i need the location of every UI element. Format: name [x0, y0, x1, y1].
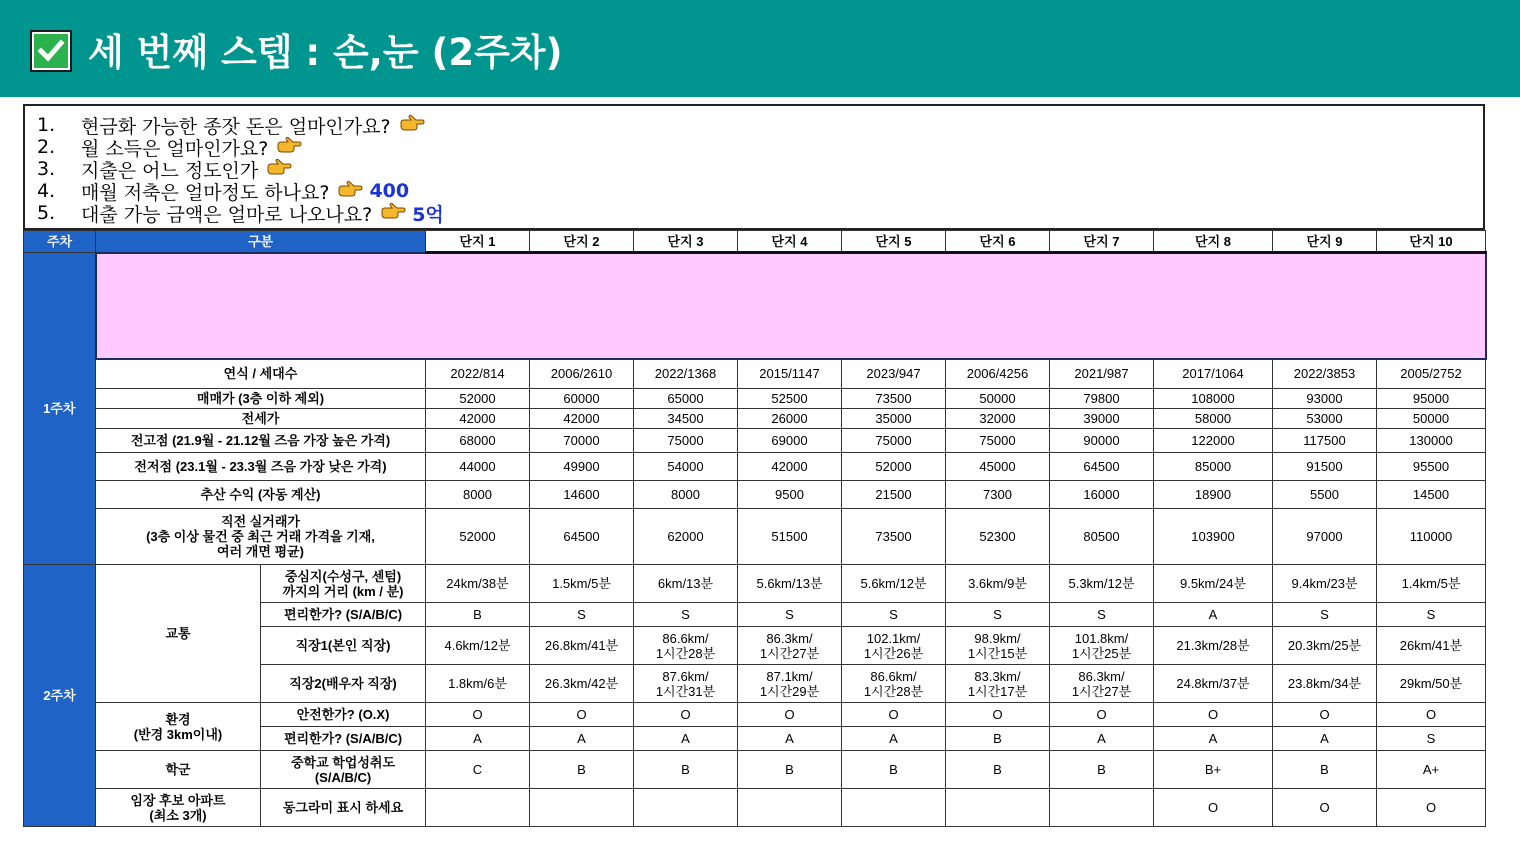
table-row: [24, 481, 1486, 509]
week-label: 2주차: [24, 565, 96, 827]
value-cell: 32000: [946, 409, 1050, 429]
question-number: 4.: [37, 180, 56, 202]
value-cell: 2015/1147: [738, 359, 842, 389]
value-cell: O: [1050, 703, 1154, 727]
value-cell: O: [842, 703, 946, 727]
value-cell: 73500: [842, 389, 946, 409]
value-cell: 3.6km/9분: [946, 565, 1050, 603]
cell-line: 23.8km/34분: [1287, 676, 1362, 691]
value-cell: 62000: [634, 509, 738, 565]
value-cell: 7300: [946, 481, 1050, 509]
value-cell: [738, 665, 842, 703]
value-cell: S: [946, 603, 1050, 627]
pointing-hand-icon: [276, 136, 302, 159]
header-complex: 단지 6: [946, 231, 1050, 253]
value-cell: A: [1154, 603, 1273, 627]
row-label: 전세가: [96, 409, 426, 429]
value-cell: [946, 627, 1050, 665]
value-cell: A: [530, 727, 634, 751]
cell-line: 26.3km/42분: [544, 676, 619, 691]
cell-line: 1.8km/6분: [448, 676, 507, 691]
value-cell: 80500: [1050, 509, 1154, 565]
value-cell: O: [1154, 789, 1273, 827]
value-cell: 42000: [426, 409, 530, 429]
value-cell: 1.4km/5분: [1377, 565, 1486, 603]
pointing-hand-icon: [380, 202, 406, 225]
row-label: 전저점 (23.1월 - 23.3월 즈음 가장 낮은 가격): [96, 453, 426, 481]
question-text: 대출 가능 금액은 얼마로 나오나요?: [81, 203, 373, 226]
cell-line: 1시간25분: [1071, 645, 1132, 661]
cell-line: 87.6km/: [662, 668, 709, 684]
value-cell: B: [738, 751, 842, 789]
value-cell: B: [1273, 751, 1377, 789]
value-cell: [426, 627, 530, 665]
value-cell: [1050, 665, 1154, 703]
value-cell: 52300: [946, 509, 1050, 565]
cell-line: 1시간26분: [863, 645, 924, 661]
value-cell: S: [1377, 727, 1486, 751]
value-cell: 93000: [1273, 389, 1377, 409]
value-cell: B: [634, 751, 738, 789]
value-cell: [1273, 665, 1377, 703]
cell-line: 101.8km/: [1074, 630, 1129, 646]
value-cell: 9.4km/23분: [1273, 565, 1377, 603]
row-label: 직장2(배우자 직장): [261, 665, 426, 703]
value-cell: 39000: [1050, 409, 1154, 429]
check-icon: [34, 34, 68, 68]
row-label: 안전한가? (O.X): [261, 703, 426, 727]
row-label: [261, 751, 426, 789]
cell-line: 20.3km/25분: [1287, 638, 1362, 653]
cell-line: 26.8km/41분: [544, 638, 619, 653]
group-label: 교통: [96, 565, 261, 703]
question-answer: 400: [369, 180, 410, 202]
value-cell: 5.6km/13분: [738, 565, 842, 603]
cell-line: 86.6km/: [870, 668, 917, 684]
header-complex: 단지 7: [1050, 231, 1154, 253]
table-body: [24, 231, 1486, 827]
value-cell: 2022/3853: [1273, 359, 1377, 389]
value-cell: C: [426, 751, 530, 789]
value-cell: O: [1377, 703, 1486, 727]
cell-line: (S/A/B/C): [314, 769, 372, 785]
value-cell: S: [530, 603, 634, 627]
comparison-table: [23, 230, 1487, 827]
row-label: [261, 565, 426, 603]
question-number: 5.: [37, 202, 56, 224]
value-cell: A: [842, 727, 946, 751]
header-category: 구분: [96, 231, 426, 253]
value-cell: B: [946, 751, 1050, 789]
cell-line: 1시간28분: [863, 683, 924, 699]
cell-line: 1시간27분: [759, 645, 820, 661]
cell-line: 86.6km/: [662, 630, 709, 646]
cell-line: 까지의 거리 (km / 분): [282, 583, 404, 599]
value-cell: B: [530, 751, 634, 789]
cell-line: 여러 개면 평균): [217, 544, 304, 559]
header-complex: 단지 1: [426, 231, 530, 253]
cell-line: 21.3km/28분: [1176, 638, 1250, 653]
value-cell: O: [1377, 789, 1486, 827]
value-cell: A: [738, 727, 842, 751]
header-complex: 단지 5: [842, 231, 946, 253]
table-row: [24, 751, 1486, 789]
page-title: 세 번째 스텝 : 손,눈 (2주차): [88, 31, 563, 74]
table-row: [24, 409, 1486, 429]
cell-line: (3층 이상 물건 중 최근 거래 가격을 기재,: [146, 529, 375, 544]
value-cell: [634, 665, 738, 703]
cell-line: 86.3km/: [766, 630, 813, 646]
value-cell: O: [634, 703, 738, 727]
value-cell: 2006/2610: [530, 359, 634, 389]
value-cell: 75000: [946, 429, 1050, 453]
value-cell: [426, 789, 530, 827]
cell-line: 4.6km/12분: [444, 638, 511, 653]
value-cell: 2022/1368: [634, 359, 738, 389]
value-cell: 34500: [634, 409, 738, 429]
table-row: [24, 253, 1486, 359]
value-cell: [426, 665, 530, 703]
cell-line: 87.1km/: [766, 668, 813, 684]
value-cell: 42000: [530, 409, 634, 429]
question-item: [37, 202, 444, 224]
value-cell: [1050, 627, 1154, 665]
value-cell: S: [738, 603, 842, 627]
value-cell: 14600: [530, 481, 634, 509]
table-row: [24, 789, 1486, 827]
value-cell: A: [1050, 727, 1154, 751]
value-cell: [634, 789, 738, 827]
row-label: 편리한가? (S/A/B/C): [261, 727, 426, 751]
question-number: 2.: [37, 136, 56, 158]
value-cell: 95500: [1377, 453, 1486, 481]
value-cell: 85000: [1154, 453, 1273, 481]
value-cell: 44000: [426, 453, 530, 481]
value-cell: 97000: [1273, 509, 1377, 565]
header-week: 주차: [24, 231, 96, 253]
value-cell: [842, 627, 946, 665]
cell-line: 임장 후보 아파트: [130, 792, 226, 808]
table-row: [24, 389, 1486, 409]
value-cell: A: [1154, 727, 1273, 751]
value-cell: 53000: [1273, 409, 1377, 429]
value-cell: 52000: [842, 453, 946, 481]
value-cell: 5.6km/12분: [842, 565, 946, 603]
value-cell: 64500: [530, 509, 634, 565]
value-cell: O: [1154, 703, 1273, 727]
value-cell: 2022/814: [426, 359, 530, 389]
value-cell: 69000: [738, 429, 842, 453]
cell-line: 중학교 학업성취도: [290, 754, 396, 770]
table-row: [24, 231, 1486, 253]
value-cell: 58000: [1154, 409, 1273, 429]
value-cell: 16000: [1050, 481, 1154, 509]
week-label: 1주차: [24, 253, 96, 565]
value-cell: 95000: [1377, 389, 1486, 409]
value-cell: [1377, 627, 1486, 665]
value-cell: 42000: [738, 453, 842, 481]
value-cell: 18900: [1154, 481, 1273, 509]
value-cell: A: [634, 727, 738, 751]
value-cell: 103900: [1154, 509, 1273, 565]
value-cell: 2006/4256: [946, 359, 1050, 389]
table-row: [24, 453, 1486, 481]
value-cell: 5.3km/12분: [1050, 565, 1154, 603]
cell-line: 1시간27분: [1071, 683, 1132, 699]
table-row: [24, 429, 1486, 453]
value-cell: [1050, 789, 1154, 827]
value-cell: 52500: [738, 389, 842, 409]
header-complex: 단지 2: [530, 231, 634, 253]
value-cell: [738, 789, 842, 827]
cell-line: 1시간17분: [967, 683, 1028, 699]
header-complex: 단지 10: [1377, 231, 1486, 253]
row-label: 전고점 (21.9월 - 21.12월 즈음 가장 높은 가격): [96, 429, 426, 453]
header-complex: 단지 3: [634, 231, 738, 253]
value-cell: 90000: [1050, 429, 1154, 453]
cell-line: (반경 3km이내): [133, 726, 223, 742]
table-row: [24, 703, 1486, 727]
value-cell: S: [1377, 603, 1486, 627]
question-number: 1.: [37, 114, 56, 136]
value-cell: 110000: [1377, 509, 1486, 565]
highlight-block: [96, 253, 1486, 359]
row-label: 동그라미 표시 하세요: [261, 789, 426, 827]
value-cell: O: [1273, 703, 1377, 727]
row-label: 편리한가? (S/A/B/C): [261, 603, 426, 627]
value-cell: B: [1050, 751, 1154, 789]
value-cell: 26000: [738, 409, 842, 429]
value-cell: 9500: [738, 481, 842, 509]
cell-line: 1시간31분: [655, 683, 716, 699]
value-cell: O: [946, 703, 1050, 727]
value-cell: [530, 627, 634, 665]
value-cell: 2021/987: [1050, 359, 1154, 389]
value-cell: [738, 627, 842, 665]
value-cell: 45000: [946, 453, 1050, 481]
value-cell: [946, 789, 1050, 827]
cell-line: 26km/41분: [1399, 638, 1463, 653]
value-cell: A+: [1377, 751, 1486, 789]
value-cell: 52000: [426, 389, 530, 409]
value-cell: 50000: [1377, 409, 1486, 429]
value-cell: B+: [1154, 751, 1273, 789]
value-cell: 108000: [1154, 389, 1273, 409]
value-cell: 49900: [530, 453, 634, 481]
table-row: [24, 359, 1486, 389]
cell-line: 83.3km/: [974, 668, 1021, 684]
value-cell: A: [1273, 727, 1377, 751]
value-cell: O: [1273, 789, 1377, 827]
value-cell: 2005/2752: [1377, 359, 1486, 389]
cell-line: 중심지(수성구, 센텀): [284, 568, 402, 584]
value-cell: A: [426, 727, 530, 751]
checkbox-icon-frame: [30, 30, 72, 72]
value-cell: 8000: [426, 481, 530, 509]
title-banner: [0, 0, 1520, 97]
question-number: 3.: [37, 158, 56, 180]
cell-line: 24.8km/37분: [1176, 676, 1250, 691]
value-cell: 91500: [1273, 453, 1377, 481]
cell-line: 1시간15분: [967, 645, 1028, 661]
question-answer: 5억: [412, 203, 444, 226]
value-cell: [1273, 627, 1377, 665]
header-complex: 단지 9: [1273, 231, 1377, 253]
row-label: [96, 509, 426, 565]
value-cell: 9.5km/24분: [1154, 565, 1273, 603]
value-cell: 1.5km/5분: [530, 565, 634, 603]
value-cell: 51500: [738, 509, 842, 565]
table-row: [24, 509, 1486, 565]
cell-line: 98.9km/: [974, 630, 1021, 646]
value-cell: B: [946, 727, 1050, 751]
cell-line: 1시간28분: [655, 645, 716, 661]
value-cell: [530, 665, 634, 703]
cell-line: 환경: [165, 711, 191, 727]
value-cell: [946, 665, 1050, 703]
value-cell: 35000: [842, 409, 946, 429]
group-label: [96, 789, 261, 827]
row-label: 매매가 (3층 이하 제외): [96, 389, 426, 409]
value-cell: 122000: [1154, 429, 1273, 453]
header-complex: 단지 4: [738, 231, 842, 253]
value-cell: 24km/38분: [426, 565, 530, 603]
row-label: 직장1(본인 직장): [261, 627, 426, 665]
value-cell: S: [634, 603, 738, 627]
question-text: 매월 저축은 얼마정도 하나요?: [81, 181, 330, 204]
question-text: 월 소득은 얼마인가요?: [81, 137, 269, 160]
value-cell: 2023/947: [842, 359, 946, 389]
value-cell: 70000: [530, 429, 634, 453]
value-cell: S: [1050, 603, 1154, 627]
cell-line: (최소 3개): [149, 807, 207, 823]
value-cell: 2017/1064: [1154, 359, 1273, 389]
value-cell: [530, 789, 634, 827]
question-text: 현금화 가능한 종잣 돈은 얼마인가요?: [81, 115, 391, 138]
value-cell: [634, 627, 738, 665]
cell-line: 86.3km/: [1078, 668, 1125, 684]
value-cell: O: [530, 703, 634, 727]
questions-box: [23, 104, 1485, 230]
value-cell: 21500: [842, 481, 946, 509]
value-cell: 65000: [634, 389, 738, 409]
pointing-hand-icon: [399, 114, 425, 137]
cell-line: 29km/50분: [1399, 676, 1463, 691]
value-cell: 5500: [1273, 481, 1377, 509]
cell-line: 102.1km/: [866, 630, 921, 646]
value-cell: 6km/13분: [634, 565, 738, 603]
value-cell: 14500: [1377, 481, 1486, 509]
value-cell: 68000: [426, 429, 530, 453]
value-cell: 75000: [842, 429, 946, 453]
value-cell: 75000: [634, 429, 738, 453]
header-complex: 단지 8: [1154, 231, 1273, 253]
table-row: [24, 565, 1486, 603]
value-cell: [842, 665, 946, 703]
group-label: 학군: [96, 751, 261, 789]
value-cell: [1377, 665, 1486, 703]
value-cell: 117500: [1273, 429, 1377, 453]
value-cell: 8000: [634, 481, 738, 509]
group-label: [96, 703, 261, 751]
value-cell: B: [842, 751, 946, 789]
row-label: 추산 수익 (자동 계산): [96, 481, 426, 509]
value-cell: O: [426, 703, 530, 727]
value-cell: 60000: [530, 389, 634, 409]
value-cell: 64500: [1050, 453, 1154, 481]
value-cell: 52000: [426, 509, 530, 565]
value-cell: 73500: [842, 509, 946, 565]
value-cell: 54000: [634, 453, 738, 481]
value-cell: 50000: [946, 389, 1050, 409]
value-cell: 130000: [1377, 429, 1486, 453]
value-cell: O: [738, 703, 842, 727]
value-cell: B: [426, 603, 530, 627]
value-cell: [1154, 665, 1273, 703]
cell-line: 직전 실거래가: [221, 514, 300, 529]
value-cell: [1154, 627, 1273, 665]
value-cell: S: [842, 603, 946, 627]
cell-line: 1시간29분: [759, 683, 820, 699]
value-cell: [842, 789, 946, 827]
question-text: 지출은 어느 정도인가: [81, 159, 259, 182]
row-label: 연식 / 세대수: [96, 359, 426, 389]
value-cell: 79800: [1050, 389, 1154, 409]
value-cell: S: [1273, 603, 1377, 627]
